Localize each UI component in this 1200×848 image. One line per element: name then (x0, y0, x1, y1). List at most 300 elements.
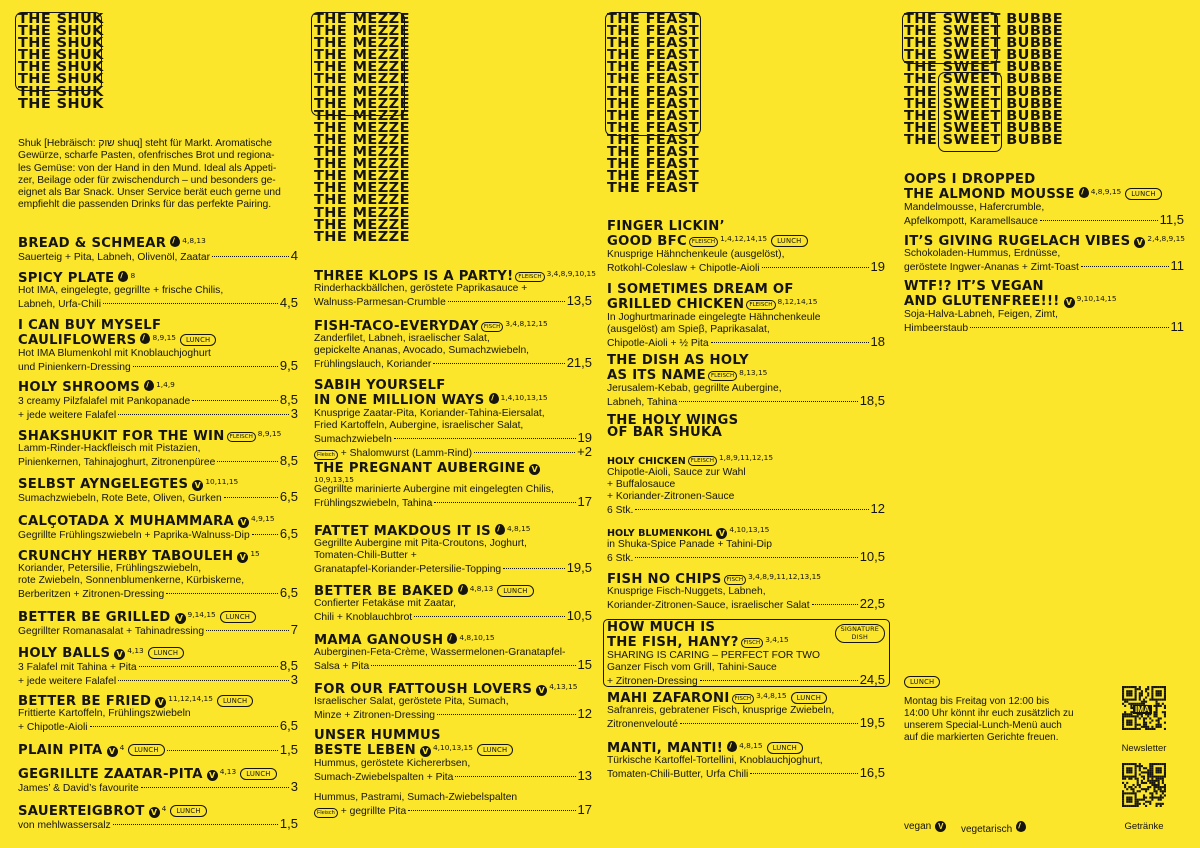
dot-leader (455, 776, 575, 777)
column-mezze (314, 0, 596, 848)
dish-price: 3 (290, 672, 298, 688)
sweet-title-scribble-2 (938, 72, 1002, 152)
lunch-badge: LUNCH (170, 805, 206, 817)
vegan-icon: V (529, 464, 540, 475)
dot-leader (679, 401, 857, 402)
signature-dish-badge: SIGNATURE DISH (835, 624, 885, 643)
allergen-numbers: 2,4,8,9,15 (1147, 234, 1186, 243)
dish-description: geröstete Ingwer-Ananas + Zimt-Toast 11 (904, 258, 1184, 274)
column-title: THE SHUK (18, 84, 104, 100)
column-title: THE SWEET BUBBE (904, 120, 1064, 136)
dish-price: 6,5 (279, 489, 298, 505)
column-title: THE FEAST (607, 120, 700, 136)
dish-name: GRILLED CHICKEN FLEISCH $^{8,12,14,15}$ (607, 297, 818, 313)
dish-price: 11,5 (1159, 211, 1184, 227)
column-title: THE SWEET BUBBE (904, 72, 1064, 88)
lunch-badge: LUNCH (180, 334, 216, 346)
dot-leader (437, 714, 575, 715)
dish-item (18, 609, 298, 638)
vegetarian-icon (118, 271, 128, 282)
dot-leader (118, 680, 289, 681)
dish-description: Ganzer Fisch vom Grill, Tahini-Sauce (607, 661, 777, 673)
allergen-numbers: 1,4,12,14,15 (720, 234, 768, 244)
dish-item (607, 221, 885, 275)
dot-leader (133, 366, 278, 367)
vegetarian-icon (1079, 187, 1089, 198)
vegetarian-icon (170, 236, 180, 247)
dish-name: BETTER BE BAKED $^{4,8,13}$ LUNCH (314, 583, 592, 598)
column-title: THE SWEET BUBBE (904, 24, 1064, 40)
column-title: THE MEZZE (314, 120, 410, 136)
vegan-icon: V (107, 746, 118, 757)
column-title: THE SWEET BUBBE (904, 48, 1064, 64)
meat-fish-icon: FLEISCH (689, 237, 718, 247)
dish-description: Soja-Halva-Labneh, Feigen, Zimt, (904, 308, 1058, 320)
dish-description: (ausgelöst) am Spieβ, Paprikasalat, (607, 323, 770, 335)
dish-price: 4,5 (279, 295, 298, 311)
intro-line: Shuk [Hebräisch: שוק shuq] steht für Markt. Aromatische (18, 138, 272, 149)
dish-name: THE ALMOND MOUSSE $^{4,8,9,15}$ LUNCH (904, 186, 1184, 201)
dish-description: James’ & David’s favourite 3 (18, 779, 298, 795)
dish-description: Granatapfel-Koriander-Petersilie-Topping 19,5 (314, 560, 592, 576)
dish-name: OF BAR SHUKA (607, 425, 723, 441)
dish-description: Jerusalem-Kebab, gegrillte Aubergine, (607, 382, 782, 394)
dish-price: 17 (577, 494, 592, 510)
dish-name: OOPS I DROPPED (904, 172, 1036, 187)
dish-name: BETTER BE GRILLED V $^{9,14,15}$ LUNCH (18, 609, 298, 624)
allergen-numbers: 8 (130, 271, 136, 280)
column-title: THE FEAST (607, 145, 700, 161)
ima-logo: IMA (1135, 705, 1150, 714)
mezze-title-scribble (311, 12, 405, 116)
lunch-badge: LUNCH (240, 768, 276, 780)
lunch-info-text (904, 696, 1104, 744)
dish-description: Frühlingslauch, Koriander 21,5 (314, 355, 592, 371)
meat-fish-icon: FLEISCH (227, 432, 256, 442)
column-title: THE MEZZE (314, 72, 410, 88)
dish-item (607, 355, 885, 409)
dish-description: Sauerteig + Pita, Labneh, Olivenöl, Zaatar 4 (18, 248, 298, 264)
column-title: THE MEZZE (314, 145, 410, 161)
dot-leader (206, 630, 289, 631)
dish-item (18, 379, 298, 422)
column-title: THE MEZZE (314, 229, 410, 245)
dish-item (607, 415, 885, 440)
column-title: THE FEAST (607, 169, 700, 185)
dish-item (314, 730, 592, 784)
dish-description: Labneh, Urfa-Chili 4,5 (18, 295, 298, 311)
dish-description: Frittierte Kartoffeln, Frühlingszwiebeln (18, 708, 191, 720)
dot-leader (252, 534, 278, 535)
meat-fish-icon: FISCH (481, 322, 504, 332)
dish-description: Labneh, Tahina 18,5 (607, 392, 885, 408)
dot-leader (635, 557, 857, 558)
dish-description: Hummus, Pastrami, Sumach-Zwiebelspalten (314, 792, 518, 803)
dot-leader (394, 438, 576, 439)
dish-item (18, 235, 298, 264)
dish-price: 18,5 (859, 392, 885, 408)
dish-item (314, 681, 592, 722)
dish-description: Gegrillte Frühlingszwiebeln + Paprika-Walnuss-Dip 6,5 (18, 526, 298, 542)
allergen-numbers: 9,10,14,15 (1076, 294, 1117, 304)
dish-name: THE HOLY WINGS (607, 413, 739, 428)
intro-line: empfiehlt die passenden Drinks für das perfekte Pairing. (18, 199, 272, 211)
dish-price: 6,5 (279, 718, 298, 734)
dot-leader (812, 604, 858, 605)
dish-name: GEGRILLTE ZAATAR-PITA V $^{4,13}$ LUNCH (18, 766, 298, 781)
dish-name: AND GLUTENFREE!!! V $^{9,10,14,15}$ (904, 294, 1117, 310)
dish-item (18, 270, 298, 311)
intro-line: zer, Beilage oder für zwischendurch – und besonders ge- (18, 174, 276, 186)
dish-description: Mandelmousse, Hafercrumble, (904, 201, 1045, 213)
column-title: THE SHUK (18, 24, 104, 40)
column-title: THE FEAST (607, 132, 700, 148)
allergen-numbers: 8,13,15 (739, 368, 768, 378)
legend-vegan (904, 821, 946, 832)
column-title: THE MEZZE (314, 193, 410, 209)
dish-description: Hot IMA, eingelegte, gegrillte + frische Chilis, (18, 285, 224, 297)
newsletter-label: Newsletter (1121, 743, 1167, 754)
dish-description: Chipotle-Aioli, Sauce zur Wahl (607, 467, 746, 478)
dot-leader (448, 301, 565, 302)
column-title: THE MEZZE (314, 108, 410, 124)
meat-fish-icon: FLEISCH (708, 371, 737, 381)
dish-description: SHARING IS CARING – PERFECT FOR TWO (607, 649, 821, 661)
column-title: THE MEZZE (314, 205, 410, 221)
dish-price: 9,5 (279, 357, 298, 373)
dish-description: gepickelte Ananas, Avocado, Sumachzwiebeln, (314, 345, 530, 357)
dish-price: 6,5 (279, 585, 298, 601)
vegetarian-icon (727, 741, 737, 752)
meat-fish-icon: FISCH (741, 638, 764, 648)
dish-description: rote Zwiebeln, Sonnenblumenkerne, Kürbiskerne, (18, 575, 245, 587)
dish-price: 12 (870, 500, 885, 516)
dot-leader (680, 723, 858, 724)
dish-description: Israelischer Salat, geröstete Pita, Sumach, (314, 696, 509, 708)
allergen-numbers: 8,9,15 (257, 429, 282, 438)
column-title: THE FEAST (607, 24, 700, 40)
vegetarian-icon (447, 633, 457, 644)
allergen-numbers: 4,9,15 (251, 514, 275, 523)
dish-name: HOLY BALLS V $^{4,13}$ LUNCH (18, 645, 298, 660)
dish-description: in Shuka-Spice Panade + Tahini-Dip (607, 539, 772, 550)
dish-description: Frühlingszwiebeln, Tahina 17 (314, 494, 592, 510)
allergen-numbers: 4,8,15 (506, 524, 531, 533)
dish-description: Sumachzwiebeln, Rote Bete, Oliven, Gurken 6,5 (18, 489, 298, 505)
dish-price: 12 (577, 706, 592, 722)
allergen-numbers: 4,10,13,15 (729, 525, 770, 534)
dish-description: Walnuss-Parmesan-Crumble 13,5 (314, 293, 592, 309)
dish-name: CRUNCHY HERBY TABOULEH V $^{15}$ (18, 549, 260, 564)
dish-item (314, 318, 592, 371)
feast-title-scribble (605, 12, 701, 136)
column-title: THE FEAST (607, 84, 700, 100)
allergen-numbers: 1,8,9,11,12,15 (718, 453, 774, 462)
dish-name: CALÇOTADA X MUHAMMARA V $^{4,9,15}$ (18, 514, 275, 529)
dish-item (607, 284, 885, 350)
dish-price: 19,5 (566, 560, 592, 576)
dish-extra: Fleisch + Shalomwurst (Lamm-Rind) +2 (314, 446, 592, 460)
dish-price: 11 (1170, 258, 1184, 274)
dish-name: SAUERTEIGBROT V $^4$ LUNCH (18, 803, 298, 818)
dish-name: MAHI ZAFARONI FISCH $^{3,4,8,15}$ LUNCH (607, 690, 885, 705)
column-title: THE MEZZE (314, 24, 410, 40)
dish-item (314, 792, 592, 818)
allergen-numbers: 4,8,13 (469, 584, 494, 593)
dish-description: Himbeerstaub 11 (904, 318, 1184, 334)
allergen-numbers: 9,14,15 (187, 610, 216, 619)
dish-item (314, 380, 592, 460)
dot-leader (103, 303, 278, 304)
allergen-numbers: 4 (119, 743, 125, 752)
dish-item (18, 645, 298, 688)
dish-price: +2 (577, 443, 592, 459)
dot-leader (217, 461, 278, 462)
meat-fish-icon: Fleisch (314, 808, 338, 818)
column-title: THE FEAST (607, 12, 700, 27)
dot-leader (192, 400, 278, 401)
lunch-info-line: unserem Special-Lunch-Menü auch (904, 720, 1062, 731)
drinks-qr-code[interactable] (1122, 763, 1166, 807)
column-feast (607, 0, 885, 848)
dish-description: Fleisch + gegrillte Pita 17 (314, 804, 592, 818)
dish-name: FISH-TACO-EVERYDAY FISCH $^{3,4,8,12,15}$ (314, 319, 548, 334)
dish-item (607, 690, 885, 731)
dot-leader (433, 363, 564, 364)
allergen-numbers: 4,13,15 (549, 682, 578, 691)
dish-name: HOLY SHROOMS $^{1,4,9}$ (18, 380, 175, 395)
allergen-numbers: 10,9,13,15 (314, 475, 354, 485)
dish-extra: + jede weitere Falafel 3 (18, 406, 298, 422)
column-title: THE SWEET BUBBE (904, 36, 1064, 52)
dish-description: + Zitronen-Dressing 24,5 (607, 671, 885, 687)
dish-description: Confierter Fetakäse mit Zaatar, (314, 598, 456, 610)
meat-fish-icon: FLEISCH (746, 300, 775, 310)
vegan-icon: V (207, 770, 218, 781)
dish-item (18, 803, 298, 832)
shuk-intro-text (18, 138, 300, 212)
signature-dish-box (603, 619, 890, 687)
meat-fish-icon: FLEISCH (688, 456, 717, 466)
dish-description: Auberginen-Feta-Crème, Wassermelonen-Granatapfel- (314, 647, 566, 659)
allergen-numbers: 4 (161, 804, 167, 813)
dot-leader (1040, 220, 1158, 221)
allergen-numbers: 3,4,15 (765, 635, 789, 645)
lunch-info-line: Montag bis Freitag von 12:00 bis (904, 696, 1050, 707)
vegetarian-icon (495, 524, 505, 535)
dish-item (18, 320, 298, 374)
vegan-icon: V (1064, 297, 1075, 308)
dish-name: UNSER HUMMUS (314, 728, 441, 743)
dish-item (904, 174, 1184, 228)
allergen-numbers: 15 (250, 549, 260, 558)
dish-price: 13 (577, 767, 592, 783)
dish-description: Lamm-Rinder-Hackfleisch mit Pistazien, (18, 443, 201, 455)
dot-leader (90, 726, 278, 727)
vegan-icon: V (192, 480, 203, 491)
dish-description: 3 creamy Pilzfalafel mit Pankopanade 8,5 (18, 392, 298, 408)
dish-name: I SOMETIMES DREAM OF (607, 282, 794, 297)
column-title: THE SWEET BUBBE (904, 12, 1064, 27)
dish-price: 1,5 (279, 816, 298, 832)
dish-price: 8,5 (279, 392, 298, 408)
dish-item (18, 513, 298, 542)
dot-leader (141, 787, 289, 788)
dish-price: 19,5 (859, 715, 885, 731)
meat-fish-icon: Fleisch (314, 450, 338, 460)
column-title: THE MEZZE (314, 157, 410, 173)
dot-leader (635, 509, 868, 510)
dot-leader (118, 414, 289, 415)
dot-leader (224, 497, 278, 498)
dish-item (904, 281, 1184, 335)
lunch-badge: LUNCH (791, 692, 827, 704)
dish-price: 17 (577, 801, 592, 817)
dish-name: FISH NO CHIPS FISCH $^{3,4,8,9,11,12,13,15}$ (607, 572, 821, 587)
dot-leader (113, 824, 278, 825)
dish-name: PLAIN PITA V $^4$ LUNCH (18, 742, 165, 757)
dot-leader (970, 327, 1168, 328)
vegan-icon: V (237, 552, 248, 563)
dish-item (314, 632, 592, 673)
column-title: THE SWEET BUBBE (904, 60, 1064, 76)
dish-name: FINGER LICKIN’ (607, 219, 725, 234)
dish-price: 8,5 (279, 658, 298, 674)
dish-price: 18 (870, 333, 885, 349)
dish-description: Safranreis, gebratener Fisch, knusprige Zwiebeln, (607, 705, 835, 717)
allergen-numbers: 4,10,13,15 (432, 743, 473, 753)
column-title: THE SHUK (18, 60, 104, 76)
column-title: THE MEZZE (314, 12, 410, 27)
dot-leader (711, 342, 869, 343)
column-title: THE FEAST (607, 72, 700, 88)
dish-description: Gegrillter Romanasalat + Tahinadressing 7 (18, 622, 298, 638)
dish-description: Berberitzen + Zitronen-Dressing 6,5 (18, 585, 298, 601)
allergen-numbers: 1,4,10,13,15 (500, 393, 548, 403)
dot-leader (139, 666, 278, 667)
shuk-title-scribble (15, 12, 102, 91)
dish-name: THE PREGNANT AUBERGINE V (314, 463, 592, 475)
dish-price: 22,5 (859, 596, 885, 612)
dish-name: IN ONE MILLION WAYS $^{1,4,10,13,15}$ (314, 393, 548, 409)
column-title: THE FEAST (607, 157, 700, 173)
sweet-title-scribble (902, 12, 998, 64)
vegan-icon: V (420, 746, 431, 757)
allergen-numbers: 4,13 (219, 767, 237, 776)
dish-description: In Joghurtmarinade eingelegte Hähnchenkeule (607, 311, 821, 323)
lunch-badge: LUNCH (767, 742, 803, 754)
dish-name: AS ITS NAME FLEISCH $^{8,13,15}$ (607, 368, 768, 384)
dish-name: SPICY PLATE $^8$ (18, 271, 136, 286)
dish-name: THE FISH, HANY? FISCH $^{3,4,15}$ (607, 635, 789, 651)
dish-price: 6,5 (279, 526, 298, 542)
dot-leader (212, 256, 289, 257)
allergen-numbers: 3,4,8,9,11,12,13,15 (748, 572, 821, 581)
lunch-badge: LUNCH (477, 744, 513, 756)
lunch-badge: LUNCH (1125, 188, 1161, 200)
column-title: THE MEZZE (314, 217, 410, 233)
legend-vegetarian-label: vegetarisch (961, 824, 1013, 835)
lunch-info-line: auf die markierten Gerichte freuen. (904, 732, 1059, 743)
dot-leader (434, 502, 575, 503)
dish-name: IT’S GIVING RUGELACH VIBES V $^{2,4,8,9,15}$ (904, 234, 1186, 249)
dish-name: SHAKSHUKIT FOR THE WIN FLEISCH $^{8,9,15}$ (18, 429, 282, 444)
dish-name: HOW MUCH IS (607, 620, 716, 635)
column-title: THE MEZZE (314, 48, 410, 64)
vegan-icon: V (716, 528, 727, 539)
dish-price: 24,5 (859, 671, 885, 687)
dot-leader (167, 750, 278, 751)
dish-item (18, 428, 298, 469)
dot-leader (1081, 266, 1169, 267)
column-title: THE SWEET BUBBE (904, 84, 1064, 100)
column-title: THE SHUK (18, 12, 104, 27)
column-title: THE SHUK (18, 48, 104, 64)
vegetarian-icon (140, 333, 150, 344)
dish-name: FOR OUR FATTOUSH LOVERS V $^{4,13,15}$ (314, 682, 578, 697)
dish-description: Tomaten-Chili-Butter + (314, 550, 417, 562)
dish-price: 3 (290, 406, 298, 422)
dish-description: + Koriander-Zitronen-Sauce (607, 490, 735, 502)
dish-item (904, 233, 1184, 274)
dish-description: 6 Stk. 12 (607, 500, 885, 516)
dish-price: 10,5 (859, 548, 885, 564)
dish-item (314, 463, 592, 510)
dot-leader (166, 593, 278, 594)
dish-description: Zanderfilet, Labneh, israelischer Salat, (314, 333, 490, 345)
lunch-badge: LUNCH (128, 744, 164, 756)
column-title: THE FEAST (607, 36, 700, 52)
dish-description: Zitronenvelouté 19,5 (607, 715, 885, 731)
allergen-numbers: 1,4,9 (156, 380, 175, 389)
dish-item (314, 268, 596, 309)
dish-name: BREAD & SCHMEAR $^{4,8,13}$ (18, 236, 206, 251)
column-title: THE FEAST (607, 96, 700, 112)
column-title: THE SWEET BUBBE (904, 132, 1064, 148)
dish-description: Türkische Kartoffel-Tortellini, Knoblauchjoghurt, (607, 755, 823, 767)
dish-description: Pinienkernen, Tahinajoghurt, Zitronenpüree 8,5 (18, 453, 298, 469)
allergen-numbers: 11,12,14,15 (168, 694, 213, 703)
dish-description: Schokoladen-Hummus, Erdnüsse, (904, 248, 1061, 260)
dot-leader (503, 568, 565, 569)
vegan-icon: V (238, 517, 249, 528)
dish-price: 15 (577, 657, 592, 673)
dot-leader (474, 452, 575, 453)
vegan-icon: V (1134, 237, 1145, 248)
intro-line: Gewürze, scharfe Pasten, ofenfrisches Brot und regiona- (18, 150, 275, 162)
allergen-numbers: 4,8,13 (182, 236, 206, 245)
column-title: THE MEZZE (314, 132, 410, 148)
dish-description: 3 Falafel mit Tahina + Pita 8,5 (18, 658, 298, 674)
dish-description: und Pinienkern-Dressing 9,5 (18, 357, 298, 373)
lunch-badge: LUNCH (497, 585, 533, 597)
dish-description: Rinderhackbällchen, geröstete Paprikasauce + (314, 283, 528, 295)
allergen-numbers: 3,4,8,12,15 (505, 319, 548, 328)
dish-description: Sumachzwiebeln 19 (314, 429, 592, 445)
dish-item (314, 523, 592, 576)
vegan-icon: V (114, 649, 125, 660)
column-title: THE FEAST (607, 48, 700, 64)
dish-price: 10,5 (566, 608, 592, 624)
lunch-badge: LUNCH (148, 647, 184, 659)
dish-name: THE DISH AS HOLY (607, 353, 749, 368)
dish-description: + Buffalosauce (607, 478, 676, 490)
dish-description: + Chipotle-Aioli 6,5 (18, 718, 298, 734)
dish-item (607, 452, 885, 517)
dish-description: Chipotle-Aioli + ½ Pita 18 (607, 333, 885, 349)
dish-description: Knusprige Hähnchenkeule (ausgelöst), (607, 248, 785, 260)
column-title: THE MEZZE (314, 181, 410, 197)
